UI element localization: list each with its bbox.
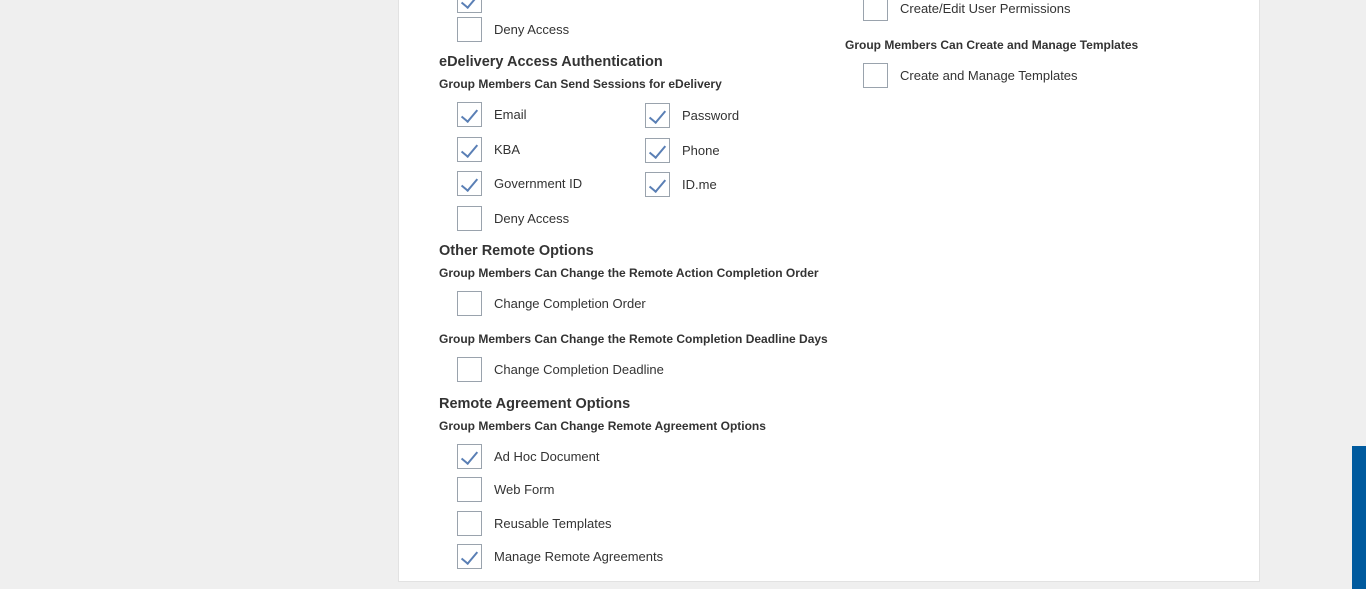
checkbox-row-create-and-manage-templates[interactable] — [863, 63, 1078, 88]
checkbox-label-edelivery-kba: KBA — [494, 142, 521, 157]
checkbox-row-edelivery-email[interactable] — [457, 102, 527, 127]
section-title-edelivery-access-authentication: eDelivery Access Authentication — [439, 54, 663, 70]
checkbox-reusable-templates[interactable] — [457, 511, 482, 536]
vertical-scrollbar[interactable] — [1352, 446, 1366, 589]
checkbox-deny-access-top[interactable] — [457, 17, 482, 42]
checkbox-label-edelivery-email: Email — [494, 107, 527, 122]
checkbox-edelivery-email[interactable] — [457, 102, 482, 127]
section-title-other-remote-options: Other Remote Options — [439, 243, 594, 259]
checkbox-row-reusable-templates[interactable] — [457, 511, 612, 536]
checkbox-label-edelivery-id-me: ID.me — [682, 177, 717, 192]
checkbox-ad-hoc-document[interactable] — [457, 444, 482, 469]
checkbox-edelivery-deny-access[interactable] — [457, 206, 482, 231]
checkbox-row-edelivery-deny-access[interactable] — [457, 206, 569, 231]
checkbox-label-ad-hoc-document: Ad Hoc Document — [494, 449, 600, 464]
checkbox-row-ad-hoc-document[interactable] — [457, 444, 600, 469]
checkbox-web-form[interactable] — [457, 477, 482, 502]
checkbox-label-edelivery-deny-access: Deny Access — [494, 211, 570, 226]
checkbox-label-web-form: Web Form — [494, 482, 555, 497]
checkbox-row-top-partial-left[interactable] — [457, 0, 482, 13]
subtitle-create-and-manage-templates: Group Members Can Create and Manage Templates — [845, 38, 1139, 52]
subtitle-change-remote-action-completion-order: Group Members Can Change the Remote Action Completion Order — [439, 266, 819, 280]
checkbox-create-and-manage-templates[interactable] — [863, 63, 888, 88]
checkbox-label-create-edit-user-permissions: Create/Edit User Permissions — [900, 1, 1071, 16]
checkbox-row-edelivery-phone[interactable] — [645, 138, 720, 163]
checkbox-row-deny-access-top[interactable] — [457, 17, 569, 42]
checkbox-label-edelivery-password: Password — [682, 108, 740, 123]
checkbox-manage-remote-agreements[interactable] — [457, 544, 482, 569]
checkbox-label-manage-remote-agreements: Manage Remote Agreements — [494, 549, 664, 564]
checkbox-change-completion-order[interactable] — [457, 291, 482, 316]
checkbox-edelivery-phone[interactable] — [645, 138, 670, 163]
checkbox-row-change-completion-deadline[interactable] — [457, 357, 664, 382]
checkbox-label-deny-access-top: Deny Access — [494, 22, 570, 37]
checkbox-top-partial-left[interactable] — [457, 0, 482, 13]
checkbox-edelivery-password[interactable] — [645, 103, 670, 128]
subtitle-send-sessions-edelivery: Group Members Can Send Sessions for eDelivery — [439, 77, 722, 91]
checkbox-row-edelivery-government-id[interactable] — [457, 171, 582, 196]
checkbox-row-edelivery-password[interactable] — [645, 103, 739, 128]
checkbox-label-reusable-templates: Reusable Templates — [494, 516, 612, 531]
section-title-remote-agreement-options: Remote Agreement Options — [439, 396, 631, 412]
settings-panel — [398, 0, 1260, 582]
checkbox-change-completion-deadline[interactable] — [457, 357, 482, 382]
checkbox-edelivery-government-id[interactable] — [457, 171, 482, 196]
checkbox-row-manage-remote-agreements[interactable] — [457, 544, 663, 569]
checkbox-row-edelivery-id-me[interactable] — [645, 172, 717, 197]
checkbox-label-change-completion-deadline: Change Completion Deadline — [494, 362, 664, 377]
checkbox-edelivery-id-me[interactable] — [645, 172, 670, 197]
checkbox-label-edelivery-phone: Phone — [682, 143, 720, 158]
checkbox-label-create-and-manage-templates: Create and Manage Templates — [900, 68, 1078, 83]
checkbox-create-edit-user-permissions[interactable] — [863, 0, 888, 21]
checkbox-label-edelivery-government-id: Government ID — [494, 176, 583, 191]
checkbox-label-change-completion-order: Change Completion Order — [494, 296, 646, 311]
checkbox-row-create-edit-user-permissions[interactable] — [863, 0, 1071, 21]
subtitle-change-remote-completion-deadline-days: Group Members Can Change the Remote Completion Deadline Days — [439, 332, 828, 346]
checkbox-row-web-form[interactable] — [457, 477, 554, 502]
checkbox-edelivery-kba[interactable] — [457, 137, 482, 162]
checkbox-row-change-completion-order[interactable] — [457, 291, 646, 316]
checkbox-row-edelivery-kba[interactable] — [457, 137, 520, 162]
subtitle-change-remote-agreement-options: Group Members Can Change Remote Agreement Options — [439, 419, 766, 433]
